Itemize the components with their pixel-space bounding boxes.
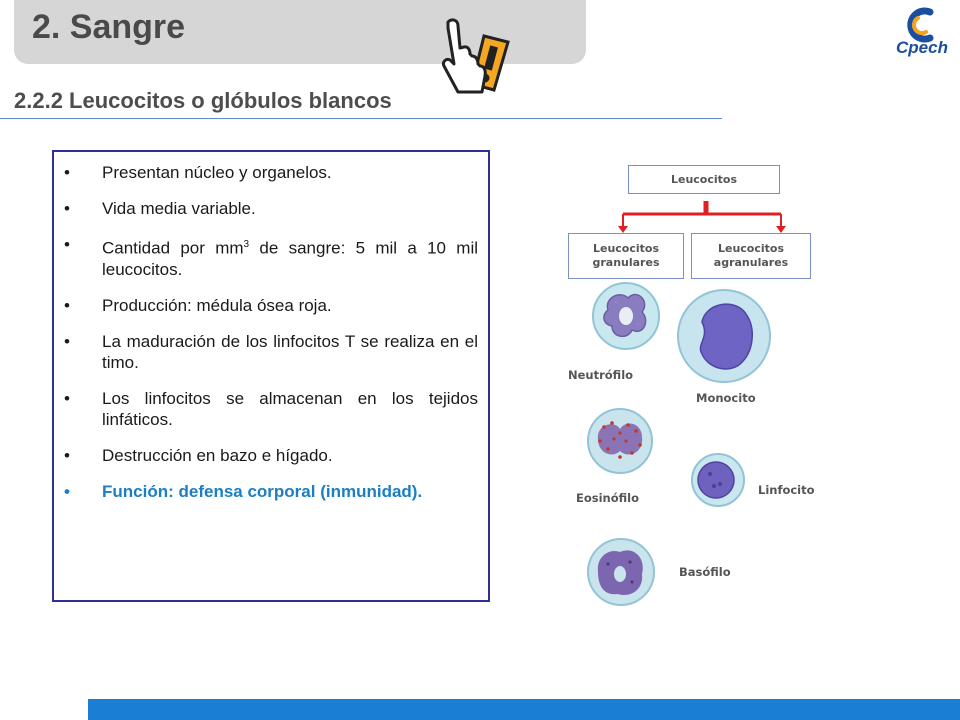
leukocyte-diagram [560, 150, 860, 620]
page-title: 2. Sangre [32, 8, 186, 46]
pointing-hand-icon [436, 14, 516, 96]
monocyte-cell-image [676, 288, 772, 384]
label-linfocito: Linfocito [758, 483, 815, 497]
bullet-box [52, 150, 490, 602]
bottom-accent-bar [88, 699, 960, 720]
diagram-node-granulares: Leucocitos granulares [568, 233, 684, 279]
logo-text: Cpech [896, 38, 948, 57]
bullet-item: • Producción: médula ósea roja. [62, 295, 478, 316]
lymphocyte-cell-image [690, 452, 746, 508]
label-neutrofilo: Neutrófilo [568, 368, 634, 382]
bullet-text: Cantidad por mm [102, 238, 244, 258]
bullet-text: de sangre: 5 mil a 10 mil leucocitos. [102, 238, 479, 279]
bullet-item [62, 234, 478, 280]
bullet-item-function: • Función: defensa corporal (inmunidad). [62, 481, 478, 502]
diagram-node-agranulares: Leucocitos agranulares [691, 233, 811, 279]
bullet-list [62, 162, 478, 517]
label-eosinofilo: Eosinófilo [576, 491, 639, 505]
bullet-item: • Presentan núcleo y organelos. [62, 162, 478, 183]
neutrophil-cell-image [590, 280, 662, 352]
subtitle-divider [0, 118, 722, 119]
section-subtitle: 2.2.2 Leucocitos o glóbulos blancos [14, 88, 392, 113]
bullet-item: • Vida media variable. [62, 198, 478, 219]
bullet-item: • Destrucción en bazo e hígado. [62, 445, 478, 466]
superscript: 3 [243, 239, 250, 250]
label-basofilo: Basófilo [679, 565, 731, 579]
bullet-item: • Los linfocitos se almacenan en los tejidos linfáticos. [62, 388, 478, 430]
bullet-item: • La maduración de los linfocitos T se realiza en el timo. [62, 331, 478, 373]
label-monocito: Monocito [696, 391, 756, 405]
diagram-root-node: Leucocitos [628, 165, 780, 194]
basophil-cell-image [586, 536, 656, 608]
eosinophil-cell-image [584, 405, 656, 477]
